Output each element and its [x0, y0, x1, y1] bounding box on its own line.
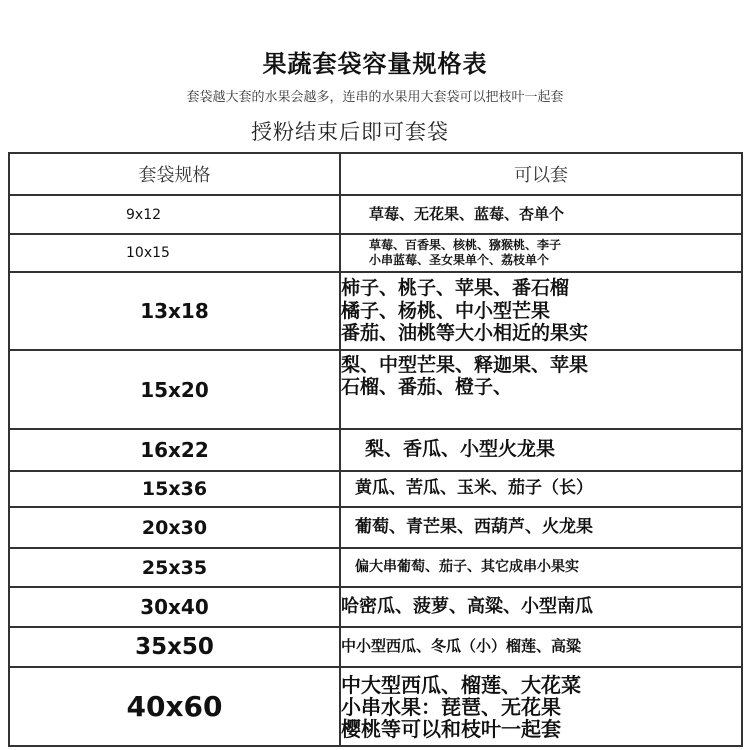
fruit-list-cell: [340, 272, 742, 350]
column-header-size: 套袋规格: [9, 153, 340, 195]
table-header-row: [9, 153, 742, 195]
fruit-list-cell: [340, 234, 742, 272]
fruit-line: 葡萄、青芒果、西葫芦、火龙果: [355, 516, 593, 537]
fruit-line: 草莓、无花果、蓝莓、杏单个: [369, 204, 565, 223]
fruit-line: 黄瓜、苦瓜、玉米、茄子（长）: [355, 478, 593, 499]
bag-size-cell: 10x15: [9, 234, 340, 272]
table-row: [9, 548, 742, 587]
fruit-list-cell: [340, 429, 742, 471]
fruit-list-cell: [340, 627, 742, 667]
bag-size-cell: 40x60: [9, 667, 340, 746]
spec-table: [8, 152, 743, 747]
table-row: [9, 587, 742, 627]
bagging-note: 授粉结束后即可套袋: [251, 120, 449, 144]
table-row: [9, 272, 742, 350]
fruit-line: 小串蓝莓、圣女果单个、荔枝单个: [369, 253, 550, 267]
fruit-line: 中小型西瓜、冬瓜（小）榴莲、高粱: [341, 637, 582, 656]
fruit-list-cell: [340, 507, 742, 548]
table-row: [9, 667, 742, 746]
fruit-list-cell: [340, 587, 742, 627]
fruit-line: 中大型西瓜、榴莲、大花菜: [341, 672, 581, 697]
fruit-line: 番茄、油桃等大小相近的果实: [341, 322, 589, 345]
fruit-line: 橘子、杨桃、中小型芒果: [341, 299, 551, 322]
bag-size-cell: 16x22: [9, 429, 340, 471]
table-row: [9, 234, 742, 272]
fruit-line: 梨、香瓜、小型火龙果: [365, 438, 556, 461]
table-row: [9, 507, 742, 548]
fruit-line: 樱桃等可以和枝叶一起套: [341, 716, 561, 741]
bag-size-cell: 25x35: [9, 548, 340, 587]
table-row: [9, 627, 742, 667]
table-row: [9, 350, 742, 429]
fruit-list-cell: [340, 548, 742, 587]
table-row: [9, 471, 742, 507]
fruit-list-cell: [340, 667, 742, 746]
bag-size-cell: 15x20: [9, 350, 340, 429]
fruit-line: 哈密瓜、菠萝、高粱、小型南瓜: [341, 595, 593, 617]
fruit-line: 小串水果：琵琶、无花果: [341, 694, 561, 719]
bag-size-cell: 30x40: [9, 587, 340, 627]
bag-size-cell: 35x50: [9, 627, 340, 667]
fruit-line: 石榴、番茄、橙子、: [341, 375, 513, 398]
page-title: 果蔬套袋容量规格表: [262, 50, 488, 78]
fruit-line: 草莓、百香果、核桃、猕猴桃、李子: [369, 238, 562, 252]
table-row: [9, 429, 742, 471]
bag-size-cell: 13x18: [9, 272, 340, 350]
fruit-line: 柿子、桃子、苹果、番石榴: [341, 276, 570, 299]
bag-size-cell: 15x36: [9, 471, 340, 507]
fruit-line: 梨、中型芒果、释迦果、苹果: [341, 354, 589, 376]
page-subtitle: 套袋越大套的水果会越多，连串的水果用大套袋可以把枝叶一起套: [186, 90, 564, 105]
fruit-list-cell: [340, 195, 742, 234]
bag-size-cell: 20x30: [9, 507, 340, 548]
fruit-list-cell: [340, 350, 742, 429]
column-header-fruits: 可以套: [340, 153, 742, 195]
bag-size-cell: 9x12: [9, 195, 340, 234]
fruit-list-cell: [340, 471, 742, 507]
fruit-line: 偏大串葡萄、茄子、其它成串小果实: [355, 559, 579, 576]
table-row: [9, 195, 742, 234]
